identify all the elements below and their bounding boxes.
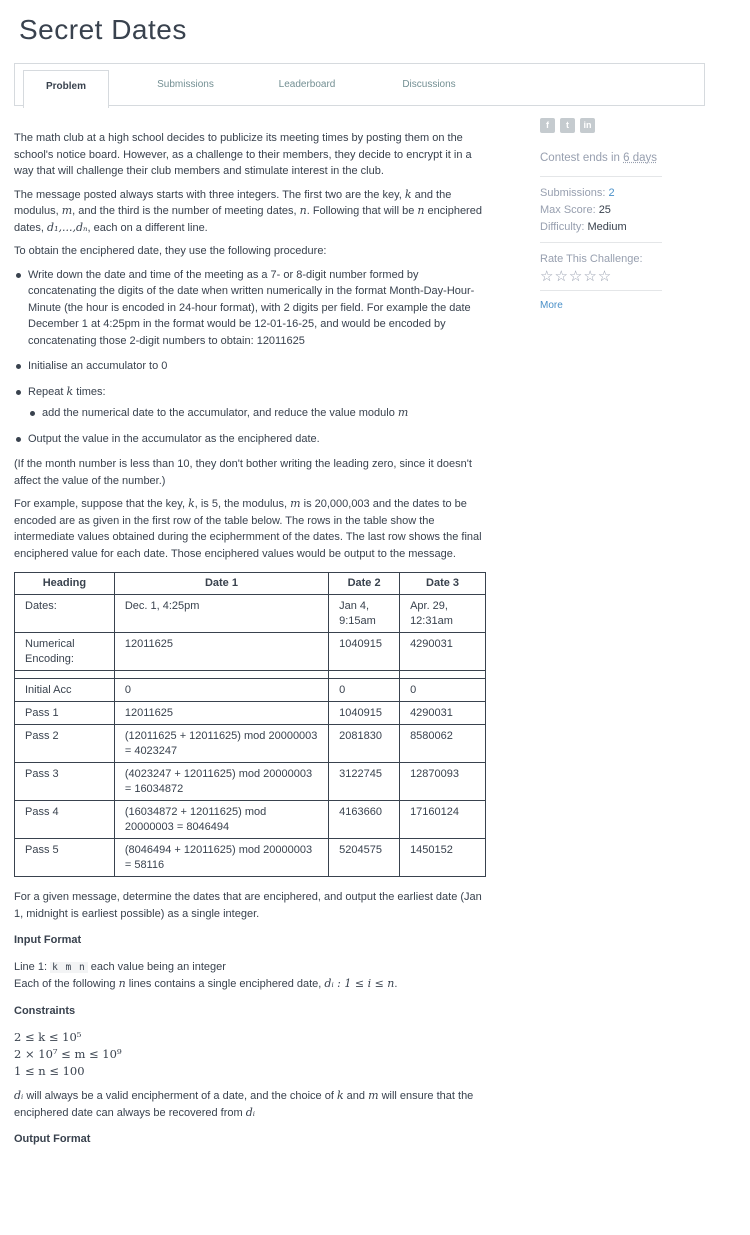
- list-item: Initialise an accumulator to 0: [14, 358, 489, 375]
- constraint: 2 ≤ k ≤ 10⁵: [14, 1030, 82, 1044]
- input-format-line-2: Each of the following n lines contains a single enciphered date, dᵢ : 1 ≤ i ≤ n.: [14, 977, 398, 990]
- task-paragraph: For a given message, determine the dates that are enciphered, and output the earliest date (Jan 1, midnight is earliest possible) as a single integer.: [14, 891, 482, 920]
- table-header: Date 1: [114, 573, 328, 595]
- table-row: Pass 4 (16034872 + 12011625) mod 20000003 = 8046494 4163660 17160124: [15, 801, 486, 839]
- example-table: [14, 572, 486, 877]
- table-row: Pass 3 (4023247 + 12011625) mod 20000003 = 16034872 3122745 12870093: [15, 763, 486, 801]
- constraint: 2 × 10⁷ ≤ m ≤ 10⁹: [14, 1047, 122, 1061]
- intro-paragraph: The math club at a high school decides to publicize its meeting times by posting them on the school's notice board. However, as a challenge to their members, they decide to encrypt it in a way that will challenge their club members and stimulate interest in the club.: [14, 132, 472, 177]
- tab-discussions[interactable]: Discussions: [402, 79, 456, 90]
- share-links: [540, 118, 662, 133]
- difficulty-stat: Difficulty: Medium: [540, 220, 627, 233]
- input-format-heading: Input Format: [14, 934, 82, 946]
- submissions-count-link[interactable]: 2: [608, 186, 615, 199]
- output-format-heading: Output Format: [14, 1133, 91, 1145]
- star-rating-icon[interactable]: ☆☆☆☆☆: [540, 269, 662, 291]
- list-item: Repeat k times: add the numerical date to the accumulator, and reduce the value modulo m: [14, 384, 489, 422]
- table-row: Numerical Encoding: 12011625 1040915 4290031: [15, 633, 486, 671]
- submissions-stat: Submissions: 2: [540, 186, 615, 199]
- contest-days[interactable]: 6 days: [623, 152, 657, 164]
- more-link[interactable]: More: [540, 299, 563, 311]
- linkedin-icon[interactable]: in: [580, 118, 595, 133]
- twitter-icon[interactable]: t: [560, 118, 575, 133]
- rate-challenge-label: Rate This Challenge:: [540, 242, 662, 268]
- table-row: Initial Acc 0 0 0: [15, 679, 486, 702]
- table-header: Heading: [15, 573, 115, 595]
- table-row: Dates: Dec. 1, 4:25pm Jan 4, 9:15am Apr. 29, 12:31am: [15, 595, 486, 633]
- procedure-intro: To obtain the enciphered date, they use the following procedure:: [14, 245, 327, 257]
- constraints-note: dᵢ will always be a valid encipherment of a date, and the choice of k and m will ensure that the enciphered date can always be recovered from dᵢ: [14, 1089, 474, 1119]
- page-title: Secret Dates: [19, 14, 187, 45]
- leading-zero-note: (If the month number is less than 10, they don't bother writing the leading zero, since it doesn't affect the value of the number.): [14, 458, 472, 487]
- list-item: add the numerical date to the accumulator, and reduce the value modulo m: [28, 405, 489, 422]
- constraints-list: [14, 1029, 489, 1080]
- table-header: Date 2: [329, 573, 400, 595]
- problem-statement: [14, 130, 489, 1158]
- table-row: Pass 2 (12011625 + 12011625) mod 20000003 = 4023247 2081830 8580062: [15, 725, 486, 763]
- contest-timer: Contest ends in 6 days: [540, 150, 662, 177]
- list-item: Output the value in the accumulator as the enciphered date.: [14, 431, 489, 448]
- table-row: Pass 5 (8046494 + 12011625) mod 20000003 = 58116 5204575 1450152: [15, 839, 486, 877]
- constraints-heading: Constraints: [14, 1004, 76, 1017]
- example-paragraph: For example, suppose that the key, k, is 5, the modulus, m is 20,000,003 and the dates to be encoded are as given in the first row of the table below. The rows in the table show the intermediate values obtained during the eciphermment of the dates. The last row shows the final enciphered value for each date. Those enciphered values would be output to the message.: [14, 497, 482, 560]
- message-format-paragraph: The message posted always starts with three integers. The first two are the key, k and the modulus, m, and the third is the number of meeting dates, n. Following that will be n enciphered dates, d₁,...,dₙ, each on a different line.: [14, 187, 482, 234]
- input-format-line-1: Line 1: k m n each value being an integer: [14, 960, 226, 973]
- tab-submissions[interactable]: Submissions: [157, 79, 214, 90]
- max-score-stat: Max Score: 25: [540, 203, 611, 216]
- table-header: Date 3: [400, 573, 486, 595]
- table-row: Pass 1 12011625 1040915 4290031: [15, 702, 486, 725]
- table-spacer-row: [15, 671, 486, 679]
- list-item: Write down the date and time of the meeting as a 7- or 8-digit number formed by concatenating the digits of the date when written numerically in the format Month-Day-Hour-Minute (the hour is encoded in 24-hour format), with 2 digits per field. For example the date December 1 at 4:25pm in the format would be 12-01-16-25, and would be encoded by concatenating those 2-digit numbers to obtain: 12011625: [14, 267, 489, 350]
- facebook-icon[interactable]: f: [540, 118, 555, 133]
- challenge-sidebar: [540, 118, 662, 314]
- procedure-list: [14, 267, 489, 448]
- constraint: 1 ≤ n ≤ 100: [14, 1064, 85, 1078]
- tab-leaderboard[interactable]: Leaderboard: [278, 79, 336, 90]
- tab-problem[interactable]: Problem: [23, 70, 109, 108]
- challenge-tabs: [14, 63, 705, 106]
